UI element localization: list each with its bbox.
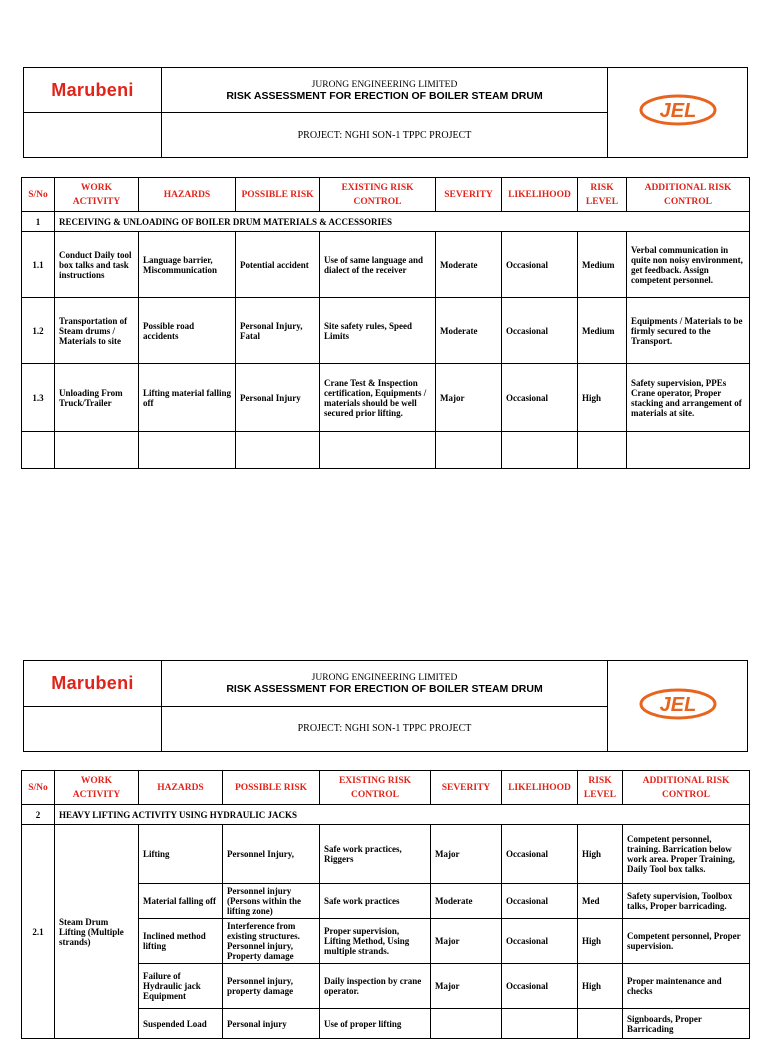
col-header: LIKELIHOOD (502, 178, 578, 212)
table-row: Failure of Hydraulic jack Equipment Personnel injury, property damage Daily inspection by crane operator. Major Occasional High Proper maintenance and checks (22, 964, 750, 1009)
marubeni-logo: Marubeni (24, 661, 162, 707)
col-header: S/No (22, 178, 55, 212)
table-row: Suspended Load Personal injury Use of proper lifting Signboards, Proper Barricading (22, 1009, 750, 1039)
risk-table-2 (21, 770, 750, 1039)
document-title: RISK ASSESSMENT FOR ERECTION OF BOILER STEAM DRUM (162, 90, 608, 113)
col-header: POSSIBLE RISK (236, 178, 320, 212)
col-header: ADDITIONAL RISK CONTROL (623, 771, 750, 805)
company-name: JURONG ENGINEERING LIMITED (162, 68, 608, 91)
col-header: LIKELIHOOD (502, 771, 578, 805)
risk-table-1 (21, 177, 750, 469)
jel-logo (608, 68, 748, 158)
table-row: Material falling off Personnel injury (Persons within the lifting zone) Safe work practices Moderate Occasional Med Safety supervision, Toolbox talks, Proper barricading. (22, 884, 750, 919)
marubeni-logo: Marubeni (24, 68, 162, 113)
col-header: RISK LEVEL (578, 178, 627, 212)
jel-logo (608, 661, 748, 752)
col-header: EXISTING RISK CONTROL (320, 178, 436, 212)
table-header-row (22, 771, 750, 805)
svg-text:JEL: JEL (659, 100, 696, 122)
col-header: WORK ACTIVITY (55, 178, 139, 212)
section-title: HEAVY LIFTING ACTIVITY USING HYDRAULIC JACKS (55, 805, 750, 825)
document-title: RISK ASSESSMENT FOR ERECTION OF BOILER STEAM DRUM (162, 683, 608, 706)
col-header: HAZARDS (139, 178, 236, 212)
col-header: S/No (22, 771, 55, 805)
col-header: WORK ACTIVITY (55, 771, 139, 805)
project-name: PROJECT: NGHI SON-1 TPPC PROJECT (162, 706, 608, 752)
section-title: RECEIVING & UNLOADING OF BOILER DRUM MATERIALS & ACCESSORIES (55, 212, 750, 232)
col-header: EXISTING RISK CONTROL (320, 771, 431, 805)
project-name: PROJECT: NGHI SON-1 TPPC PROJECT (162, 113, 608, 158)
table-row: 1.3 Unloading From Truck/Trailer Lifting material falling off Personal Injury Crane Test & Inspection certification, Equipments / materials should be well secured prior lifting. Major Occasional High Safety supervision, PPEs Crane operator, Proper stacking and arrangement of materials at site. (22, 364, 750, 432)
empty-row (22, 432, 750, 469)
col-header: POSSIBLE RISK (223, 771, 320, 805)
table-row: 1.2 Transportation of Steam drums / Materials to site Possible road accidents Personal Injury, Fatal Site safety rules, Speed Limits Moderate Occasional Medium Equipments / Materials to be firmly secured to the Transport. (22, 298, 750, 364)
table-row: 2.1 Steam Drum Lifting (Multiple strands) Lifting Personnel Injury, Safe work practices, Riggers Major Occasional High Competent personnel, training. Barrication below work area. Proper Training, Daily Tool box talks. (22, 825, 750, 884)
company-name: JURONG ENGINEERING LIMITED (162, 661, 608, 684)
col-header: SEVERITY (431, 771, 502, 805)
svg-text:JEL: JEL (659, 693, 696, 716)
table-header-row (22, 178, 750, 212)
col-header: HAZARDS (139, 771, 223, 805)
section-row: 2 HEAVY LIFTING ACTIVITY USING HYDRAULIC JACKS (22, 805, 750, 825)
section-row: 1 RECEIVING & UNLOADING OF BOILER DRUM MATERIALS & ACCESSORIES (22, 212, 750, 232)
table-row: 1.1 Conduct Daily tool box talks and task instructions Language barrier, Miscommunication Potential accident Use of same language and dialect of the receiver Moderate Occasional Medium Verbal communication in quite non noisy environment, get feedback. Assign competent personnel. (22, 232, 750, 298)
document-header-1 (23, 67, 748, 158)
col-header: RISK LEVEL (578, 771, 623, 805)
table-row: Inclined method lifting Interference from existing structures. Personnel injury, Property damage Proper supervision, Lifting Method, Using multiple strands. Major Occasional High Competent personnel, Proper supervision. (22, 919, 750, 964)
col-header: SEVERITY (436, 178, 502, 212)
document-header-2 (23, 660, 748, 752)
col-header: ADDITIONAL RISK CONTROL (627, 178, 750, 212)
